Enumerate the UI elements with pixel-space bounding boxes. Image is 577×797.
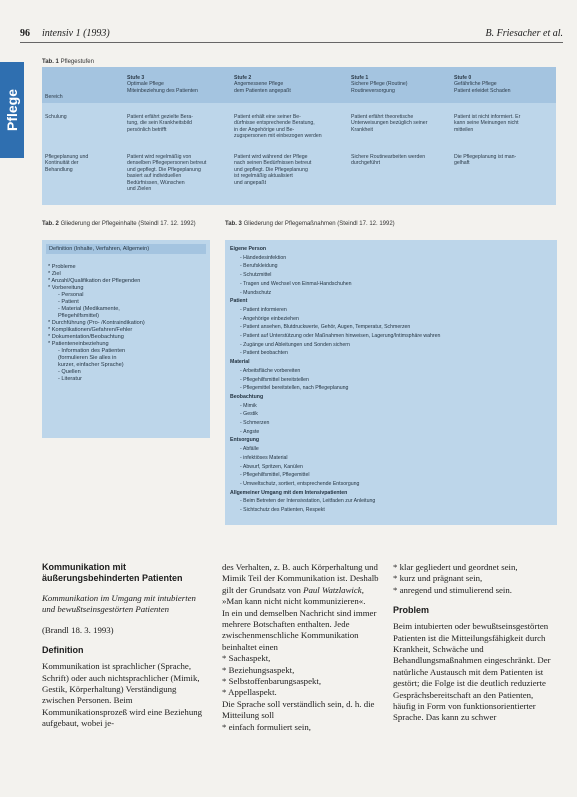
table1-row-label-line: Kontinuität der bbox=[45, 160, 79, 167]
table1-cell-line: durchgeführt bbox=[351, 160, 381, 167]
table3-item: - Umweltschutz, sortiert, entsprechende Entsorgung bbox=[240, 480, 360, 487]
table1-cell bbox=[351, 114, 451, 133]
table3-item: - Abfälle bbox=[240, 446, 259, 453]
table1-header-cell bbox=[234, 75, 348, 94]
table1-column-title: Stufe 3 bbox=[127, 75, 145, 81]
table3-item: - Sichtschutz des Patienten, Respekt bbox=[240, 507, 325, 513]
table2-list bbox=[48, 264, 206, 383]
table3-item: - infektiöses Material bbox=[240, 454, 288, 461]
table1-row-label-line: Schulung bbox=[45, 114, 67, 120]
table1-column-title: Stufe 1 bbox=[351, 75, 369, 81]
table3-item: - Mundschutz bbox=[240, 289, 272, 296]
table1-cell-line: denselben Pflegepersonen betreut bbox=[127, 160, 207, 167]
citation: (Brandl 18. 3. 1993) bbox=[42, 624, 114, 635]
table1-cell-line: Die Pflegeplanung ist man- bbox=[454, 154, 517, 160]
table3-item: - Pflegehilfsmittel bereitstellen bbox=[240, 376, 309, 383]
table1-header-cell bbox=[454, 75, 552, 94]
table1-cell-line: gelhaft bbox=[454, 160, 470, 167]
table3-item: - Tragen und Wechsel von Einmal-Handschuhen bbox=[240, 280, 352, 287]
table3-item: - Abwurf, Spritzen, Kanülen bbox=[240, 463, 303, 470]
table1-column-title: Stufe 0 bbox=[454, 75, 472, 81]
table1-cell-line: Patient erhält eine seiner Be- bbox=[234, 114, 301, 120]
table1-cell bbox=[454, 154, 552, 167]
table3-item: - Pflegemittel bereitstellen, nach Pflegeplanung bbox=[240, 385, 349, 392]
body-column-2 bbox=[222, 562, 382, 733]
table1-column-subtitle: Optimale Pflege bbox=[127, 81, 164, 88]
table3-section-title: Material bbox=[230, 359, 250, 366]
table1-cell bbox=[127, 154, 231, 192]
table1-column-subtitle: Routineversorgung bbox=[351, 87, 395, 94]
list-item-text: einfach formuliert sein, bbox=[228, 721, 311, 732]
table1-cell bbox=[127, 114, 231, 133]
table1-header-cell bbox=[127, 75, 231, 94]
list-item: * Durchführung (Pro- /Kontraindikation) bbox=[48, 320, 145, 326]
table1 bbox=[42, 67, 556, 205]
list-item: - Patient bbox=[58, 299, 79, 305]
table1-cell-line: Sichere Routinearbeiten werden bbox=[351, 154, 426, 160]
list-item: Pflegehilfsmittel) bbox=[58, 313, 100, 319]
table1-row-label-line: Behandlung bbox=[45, 166, 73, 173]
table3-item: - Arbeitsfläche vorbereiten bbox=[240, 367, 301, 374]
table1-label: Tab. 1 bbox=[42, 59, 59, 65]
table3-item: - Zugänge und Ableitungen und Sonden sichern bbox=[240, 341, 350, 348]
table1-row-label bbox=[45, 154, 123, 173]
list-item: * Vorbereitung bbox=[48, 285, 84, 291]
table1-column-subtitle: Miteinbeziehung des Patienten bbox=[127, 87, 198, 94]
table3-item: - Patient ansehen, Blutdruckwerte, Gehör, Augen, Temperatur, Schmerzen bbox=[240, 324, 411, 331]
author-line: B. Friesacher et al. bbox=[485, 28, 563, 39]
table1-cell bbox=[234, 114, 348, 140]
table2-title: Gliederung der Pflegeinhalte (Steindl 17. 12. 1992) bbox=[60, 221, 196, 227]
problem-heading: Problem bbox=[393, 605, 430, 616]
list-item: kurzer, einfacher Sprache) bbox=[58, 362, 124, 368]
table1-cell-line: zugspersonen mit einbezogen werden bbox=[234, 133, 322, 140]
table3-item: - Patient informieren bbox=[240, 306, 287, 313]
table1-cell-line: Patient ist nicht informiert. Er bbox=[454, 114, 521, 120]
quoted-author: Paul Watzlawick bbox=[303, 584, 362, 595]
list-item: * einfach formuliert sein, bbox=[222, 721, 311, 732]
message-rules-list bbox=[393, 562, 557, 596]
table1-cell-line: Patient erfährt theoretische bbox=[351, 114, 414, 120]
table1-cell-line: und gepflegt. Die Pflegeplanung bbox=[127, 166, 201, 173]
list-item: * klar gegliedert und geordnet sein, bbox=[393, 562, 518, 572]
table1-title: Pflegestufen bbox=[60, 59, 94, 65]
table3-section-title: Eigene Person bbox=[230, 246, 267, 252]
table1-caption bbox=[42, 59, 94, 65]
table3-item: - Schutzmittel bbox=[240, 272, 272, 279]
list-item: * kurz und prägnant sein, bbox=[393, 573, 483, 584]
journal-name: intensiv 1 (1993) bbox=[42, 28, 110, 39]
side-tab-label: Pflege bbox=[4, 88, 20, 132]
definition-heading: Definition bbox=[42, 645, 84, 656]
definition-text: Kommunikation ist sprachlicher (Sprache, Schrift) oder auch nichtsprachlicher (Mimik, Gestik, Körperhaltung) Verständigung zwischen Personen. Beim Kommunikationsprozeß wird eine Beziehung aufgebaut, wobei je- bbox=[42, 661, 203, 729]
list-item: * Komplikationen/Gefahren/Fehler bbox=[48, 327, 133, 333]
table1-column-title: Stufe 2 bbox=[234, 75, 252, 81]
table3-section-title: Beobachtung bbox=[230, 393, 264, 400]
col2-paragraph-2: In ein und demselben Nachricht sind immer mehrere Botschaften enthalten. Jede zwischenmenschliche Kommunikation beinhaltet einen bbox=[222, 607, 377, 652]
list-item: - Quellen bbox=[58, 369, 81, 375]
table1-cell-line: und Zielen bbox=[127, 186, 152, 193]
table1-column-subtitle: dem Patienten angepaßt bbox=[234, 87, 291, 94]
table1-cell-line: Unterweisungen bezüglich seiner bbox=[351, 120, 428, 127]
table1-header-cell: Bereich bbox=[45, 94, 63, 100]
list-item: * Anzahl/Qualifikation der Pflegenden bbox=[48, 278, 141, 284]
table3-item: - Pflegehilfsmittel, Pflegemittel bbox=[240, 472, 310, 479]
table3-item: - Ängste bbox=[240, 428, 260, 435]
table1-cell-line: nach seinen Bedürfnissen betreut bbox=[234, 160, 312, 167]
table3-item: - Mimik bbox=[240, 402, 257, 409]
table3-item: - Beim Betreten der Intensivstation, Leitfaden zur Anleitung bbox=[240, 498, 376, 505]
list-item: (formulieren Sie alles in bbox=[58, 355, 117, 361]
table1-cell-line: Patient wird während der Pflege bbox=[234, 154, 308, 160]
table3-caption bbox=[225, 221, 425, 227]
table3-item: - Berufskleidung bbox=[240, 263, 278, 270]
table1-cell-line: und angepaßt bbox=[234, 179, 267, 186]
table1-cell-line: persönlich betrifft bbox=[127, 126, 167, 133]
section-subheading: Kommunikation im Umgang mit intubierten und bewußtseinsgestörten Patienten bbox=[42, 593, 196, 615]
table2-label: Tab. 2 bbox=[42, 221, 59, 227]
problem-text: Beim intubierten oder bewußtseinsgestörten Patienten ist die Mitteilungsfähigkeit durch Krankheit, Schwäche und Behandlungsmaßnahmen eingeschränkt. Der natürliche Austausch mit dem Patienten ist gestört; die Folge ist die deutlich reduzierte Gesprächsbereitschaft an den Patienten, häufig in Form von funktionsorientierter Sprache. Das kann zu schwer bbox=[393, 621, 551, 723]
page-number: 96 bbox=[20, 28, 30, 39]
col2-text-1: des Verhalten, z. B. auch Körperhaltung und Mimik Teil der Kommunikation ist. Deshalb gilt der Grundsatz von bbox=[222, 562, 379, 595]
table3-section-title: Entsorgung bbox=[230, 437, 260, 444]
table1-cell bbox=[454, 114, 552, 133]
table3-label: Tab. 3 bbox=[225, 221, 242, 227]
col2-text-2: , »Man kann nicht nicht kommunizieren«. bbox=[222, 584, 366, 607]
table1-column-subtitle: Sichere Pflege (Routine) bbox=[351, 81, 408, 88]
body-column-1 bbox=[42, 562, 207, 730]
list-item: * Appellaspekt. bbox=[222, 687, 277, 698]
table1-cell-line: basiert auf individuellen bbox=[127, 173, 182, 180]
table1-cell-line: kann seine Meinungen nicht bbox=[454, 120, 519, 127]
list-item: - Literatur bbox=[58, 376, 82, 382]
table1-cell-line: dürfnisse entsprechende Beratung, bbox=[234, 120, 315, 127]
table3-title: Gliederung der Pflegemaßnahmen (Steindl 17. 12. 1992) bbox=[243, 221, 395, 227]
list-item: - Personal bbox=[58, 292, 84, 298]
table1-cell-line: ist regelmäßig aktualisiert bbox=[234, 173, 293, 180]
table2-header: Definition (Inhalte, Verfahren, Allgemein) bbox=[46, 244, 206, 254]
table1-header-cell bbox=[351, 75, 451, 94]
list-item: - Material (Medikamente, bbox=[58, 306, 120, 312]
section-side-tab bbox=[0, 62, 24, 158]
table1-column-subtitle: Gefährliche Pflege bbox=[454, 81, 497, 88]
table1-column-subtitle: Angemessene Pflege bbox=[234, 81, 284, 88]
col2-paragraph-1 bbox=[222, 562, 382, 608]
list-item: * anregend und stimulierend sein. bbox=[393, 584, 512, 595]
table1-column-subtitle: Patient erleidet Schaden bbox=[454, 87, 511, 94]
table3-box bbox=[225, 240, 557, 525]
aspect-list bbox=[222, 653, 382, 699]
list-item: * Dokumentation/Beobachtung bbox=[48, 334, 124, 340]
table1-cell-line: und gepflegt. Die Pflegeplanung bbox=[234, 166, 308, 173]
body-column-3 bbox=[393, 562, 557, 724]
table1-cell-line: Patient erfährt gezielte Bera- bbox=[127, 114, 194, 120]
list-item: - Information des Patienten bbox=[58, 348, 126, 354]
col2-paragraph-3: Die Sprache soll verständlich sein, d. h. die Mitteilung soll bbox=[222, 698, 375, 721]
list-item: * Probleme bbox=[48, 264, 76, 270]
table3-item: - Händedesinfektion bbox=[240, 254, 287, 261]
table1-cell-line: tung, die sein Krankheitsbild bbox=[127, 120, 192, 127]
list-item: * Ziel bbox=[48, 271, 61, 277]
list-item: * Selbstoffenbarungsaspekt, bbox=[222, 676, 322, 687]
table3-item: - Patient auf Unterstützung oder Maßnahmen hinweisen, Lagerung/Intimsphäre wahren bbox=[240, 333, 441, 339]
table3-item: - Gestik bbox=[240, 411, 258, 418]
table1-row-label bbox=[45, 114, 123, 120]
table2-box bbox=[42, 240, 210, 438]
table3-item: - Patient beobachten bbox=[240, 350, 288, 357]
list-item: * Patienteneinbeziehung bbox=[48, 341, 109, 347]
running-header bbox=[20, 28, 563, 43]
table1-cell-line: Krankheit bbox=[351, 126, 373, 133]
table3-section-title: Allgemeiner Umgang mit dem Intensivpatienten bbox=[230, 489, 348, 496]
list-item: * Beziehungsaspekt, bbox=[222, 664, 295, 675]
table1-cell bbox=[234, 154, 348, 186]
table2-caption bbox=[42, 221, 212, 227]
table1-row-label-line: Pflegeplanung und bbox=[45, 154, 89, 160]
table1-cell-line: Patient wird regelmäßig von bbox=[127, 154, 192, 160]
table1-cell-line: Bedürfnissen, Wünschen bbox=[127, 179, 185, 186]
table1-cell-line: mitteilen bbox=[454, 126, 474, 133]
table3-item: - Schmerzen bbox=[240, 420, 270, 426]
table1-cell bbox=[351, 154, 451, 167]
table1-cell-line: in der Angehörige und Be- bbox=[234, 126, 295, 133]
list-item: * Sachaspekt, bbox=[222, 653, 271, 664]
table3-item: - Angehörige einbeziehen bbox=[240, 315, 299, 322]
table3-section-title: Patient bbox=[230, 298, 248, 305]
section-heading: Kommunikation mit äußerungsbehinderten Patienten bbox=[42, 562, 183, 583]
